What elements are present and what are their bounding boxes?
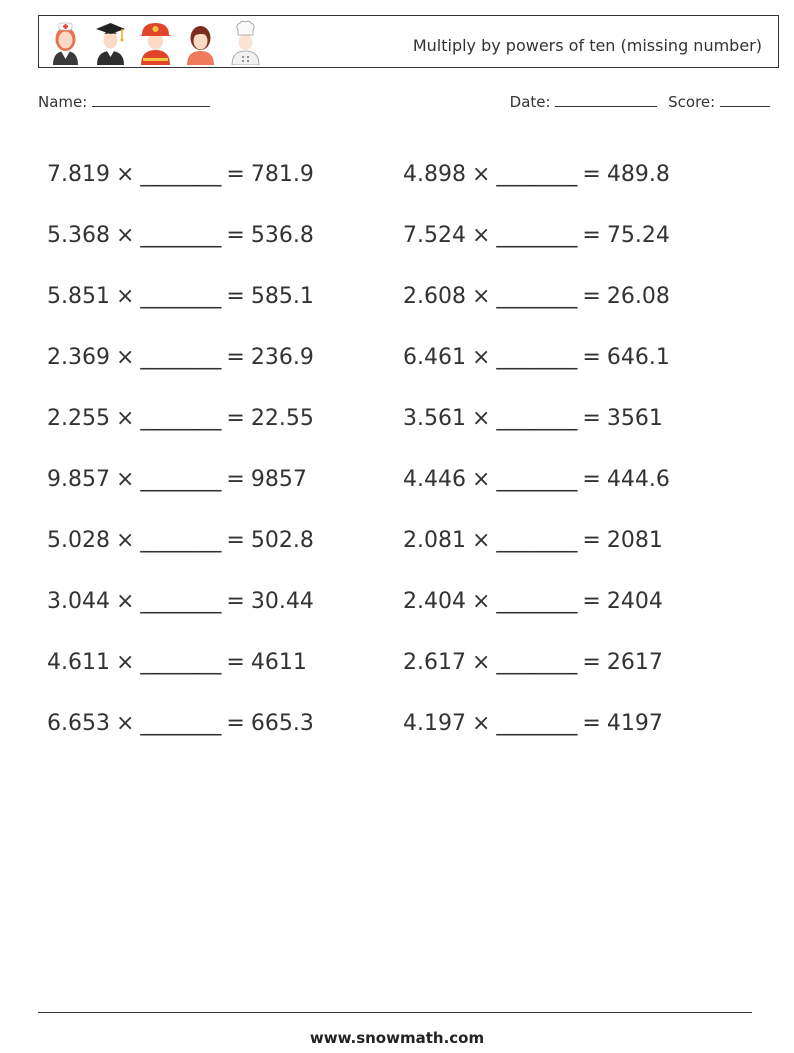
problem-result: 4611 (250, 650, 307, 675)
multiply-sign: × (471, 284, 491, 309)
problem-factor: 4.898 (403, 162, 466, 187)
score-line[interactable] (720, 93, 770, 107)
problem-factor: 4.197 (403, 711, 466, 736)
problem-item (403, 528, 759, 553)
problem-factor: 2.369 (47, 345, 110, 370)
problem-item (47, 284, 403, 309)
problem-factor: 7.524 (403, 223, 466, 248)
problem-factor: 4.611 (47, 650, 110, 675)
equals-sign: = (582, 650, 601, 675)
problem-result: 236.9 (250, 345, 314, 370)
equals-sign: = (226, 162, 245, 187)
problem-item (403, 345, 759, 370)
equals-sign: = (582, 528, 601, 553)
problem-result: 646.1 (606, 345, 670, 370)
equals-sign: = (226, 589, 245, 614)
equals-sign: = (226, 223, 245, 248)
name-field (38, 93, 210, 111)
problem-factor: 6.653 (47, 711, 110, 736)
equals-sign: = (226, 284, 245, 309)
equals-sign: = (226, 650, 245, 675)
nurse-avatar-icon (47, 19, 84, 65)
problem-row (47, 693, 767, 754)
problem-item (47, 528, 403, 553)
answer-blank[interactable]: ________ (140, 284, 221, 309)
chef-avatar-icon (227, 19, 264, 65)
answer-blank[interactable]: ________ (496, 650, 577, 675)
name-line[interactable] (92, 93, 210, 107)
problem-factor: 2.255 (47, 406, 110, 431)
problem-factor: 3.044 (47, 589, 110, 614)
answer-blank[interactable]: ________ (496, 284, 577, 309)
problem-item (403, 467, 759, 492)
problem-result: 3561 (606, 406, 663, 431)
problem-row (47, 205, 767, 266)
worksheet-title: Multiply by powers of ten (missing number) (412, 36, 762, 55)
footer-divider (38, 1012, 752, 1013)
problem-result: 9857 (250, 467, 307, 492)
multiply-sign: × (471, 711, 491, 736)
problem-row (47, 632, 767, 693)
multiply-sign: × (471, 223, 491, 248)
firefighter-avatar-icon (137, 19, 174, 65)
equals-sign: = (582, 345, 601, 370)
equals-sign: = (226, 467, 245, 492)
problem-grid (47, 144, 767, 754)
problem-item (403, 406, 759, 431)
equals-sign: = (226, 406, 245, 431)
problem-factor: 5.851 (47, 284, 110, 309)
problem-factor: 4.446 (403, 467, 466, 492)
equals-sign: = (582, 711, 601, 736)
equals-sign: = (582, 284, 601, 309)
answer-blank[interactable]: ________ (140, 223, 221, 248)
equals-sign: = (226, 711, 245, 736)
equals-sign: = (582, 162, 601, 187)
problem-item (47, 345, 403, 370)
answer-blank[interactable]: ________ (140, 162, 221, 187)
problem-row (47, 266, 767, 327)
name-label: Name: (38, 93, 88, 111)
problem-result: 444.6 (606, 467, 670, 492)
answer-blank[interactable]: ________ (496, 528, 577, 553)
problem-result: 502.8 (250, 528, 314, 553)
problem-item (47, 162, 403, 187)
problem-item (47, 589, 403, 614)
multiply-sign: × (471, 528, 491, 553)
problem-item (47, 650, 403, 675)
equals-sign: = (226, 528, 245, 553)
problem-factor: 7.819 (47, 162, 110, 187)
problem-factor: 2.617 (403, 650, 466, 675)
problem-result: 2617 (606, 650, 663, 675)
multiply-sign: × (471, 162, 491, 187)
answer-blank[interactable]: ________ (496, 467, 577, 492)
multiply-sign: × (115, 162, 135, 187)
problem-item (403, 589, 759, 614)
equals-sign: = (582, 406, 601, 431)
problem-item (403, 650, 759, 675)
multiply-sign: × (115, 223, 135, 248)
multiply-sign: × (115, 650, 135, 675)
answer-blank[interactable]: ________ (496, 406, 577, 431)
answer-blank[interactable]: ________ (496, 223, 577, 248)
avatar-strip (47, 19, 264, 65)
multiply-sign: × (115, 467, 135, 492)
answer-blank[interactable]: ________ (496, 589, 577, 614)
problem-factor: 9.857 (47, 467, 110, 492)
answer-blank[interactable]: ________ (140, 406, 221, 431)
problem-row (47, 144, 767, 205)
problem-row (47, 449, 767, 510)
problem-result: 75.24 (606, 223, 670, 248)
answer-blank[interactable]: ________ (140, 711, 221, 736)
graduate-avatar-icon (92, 19, 129, 65)
problem-item (47, 711, 403, 736)
multiply-sign: × (471, 589, 491, 614)
answer-blank[interactable]: ________ (140, 589, 221, 614)
answer-blank[interactable]: ________ (140, 467, 221, 492)
worksheet-header (38, 15, 779, 68)
date-score-fields (510, 93, 770, 111)
multiply-sign: × (471, 406, 491, 431)
problem-result: 22.55 (250, 406, 314, 431)
problem-result: 665.3 (250, 711, 314, 736)
problem-result: 4197 (606, 711, 663, 736)
answer-blank[interactable]: ________ (140, 650, 221, 675)
problem-item (403, 711, 759, 736)
problem-factor: 3.561 (403, 406, 466, 431)
problem-row (47, 388, 767, 449)
multiply-sign: × (115, 345, 135, 370)
multiply-sign: × (471, 345, 491, 370)
problem-item (403, 162, 759, 187)
problem-factor: 5.368 (47, 223, 110, 248)
equals-sign: = (582, 589, 601, 614)
problem-factor: 2.404 (403, 589, 466, 614)
multiply-sign: × (115, 406, 135, 431)
problem-item (47, 223, 403, 248)
problem-result: 781.9 (250, 162, 314, 187)
problem-row (47, 510, 767, 571)
answer-blank[interactable]: ________ (140, 528, 221, 553)
equals-sign: = (582, 223, 601, 248)
multiply-sign: × (471, 650, 491, 675)
problem-factor: 5.028 (47, 528, 110, 553)
multiply-sign: × (115, 284, 135, 309)
problem-result: 26.08 (606, 284, 670, 309)
score-label: Score: (668, 93, 716, 111)
problem-item (403, 223, 759, 248)
date-line[interactable] (555, 93, 657, 107)
problem-item (403, 284, 759, 309)
problem-factor: 2.608 (403, 284, 466, 309)
problem-factor: 2.081 (403, 528, 466, 553)
answer-blank[interactable]: ________ (496, 162, 577, 187)
answer-blank[interactable]: ________ (496, 711, 577, 736)
equals-sign: = (582, 467, 601, 492)
multiply-sign: × (471, 467, 491, 492)
answer-blank[interactable]: ________ (496, 345, 577, 370)
problem-item (47, 406, 403, 431)
footer-url: www.snowmath.com (309, 1029, 485, 1047)
date-label: Date: (509, 93, 551, 111)
answer-blank[interactable]: ________ (140, 345, 221, 370)
problem-factor: 6.461 (403, 345, 466, 370)
problem-result: 2081 (606, 528, 663, 553)
problem-result: 2404 (606, 589, 663, 614)
multiply-sign: × (115, 711, 135, 736)
person-avatar-icon (182, 19, 219, 65)
problem-result: 536.8 (250, 223, 314, 248)
problem-item (47, 467, 403, 492)
problem-result: 30.44 (250, 589, 314, 614)
problem-result: 585.1 (250, 284, 314, 309)
multiply-sign: × (115, 589, 135, 614)
equals-sign: = (226, 345, 245, 370)
multiply-sign: × (115, 528, 135, 553)
problem-row (47, 327, 767, 388)
problem-row (47, 571, 767, 632)
problem-result: 489.8 (606, 162, 670, 187)
